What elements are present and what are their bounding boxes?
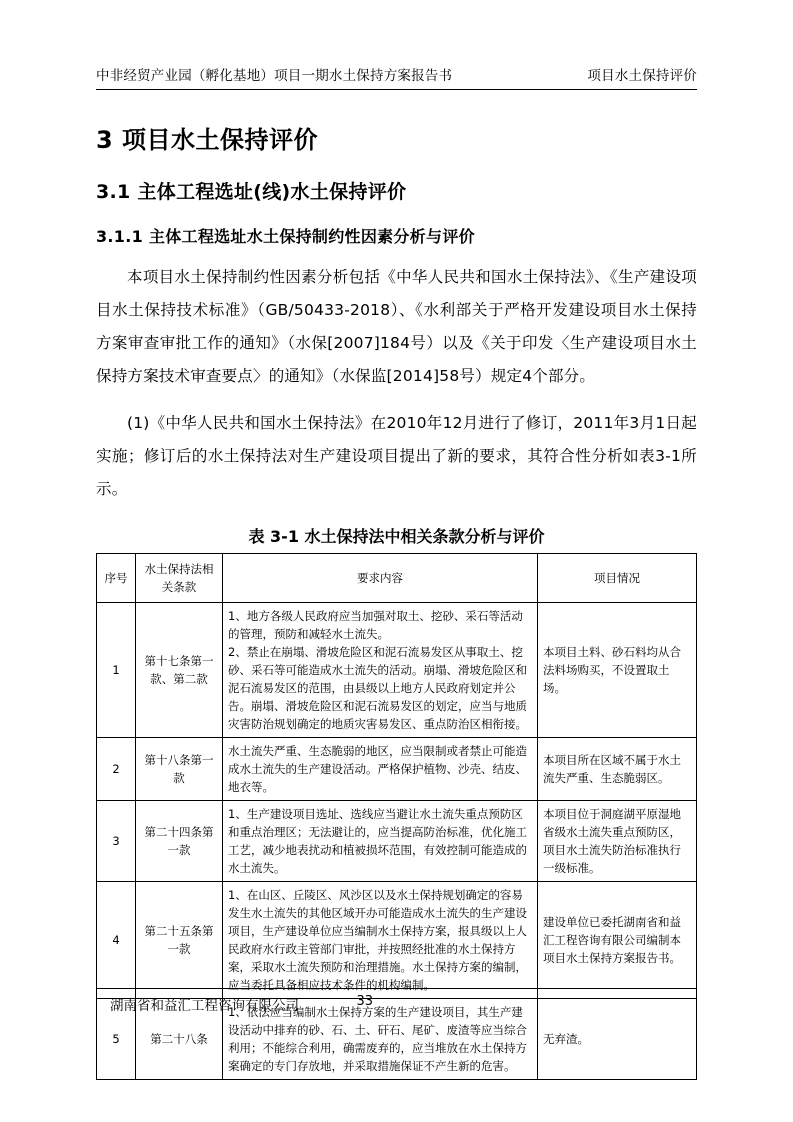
- page-header: [96, 64, 697, 89]
- requirement-line: 1、在山区、丘陵区、风沙区以及水土保持规划确定的容易发生水土流失的其他区域开办可能造成水土流失的生产建设项目，生产建设单位应当编制水土保持方案，报具级以上人民政府水行政主管部门审批，并按照经批准的水土保持方案，采取水土流失预防和治理措施。水土保持方案的编制，应当委托具备相应技术条件的机构编制。: [228, 888, 527, 992]
- requirement-line: 1、依法应当编制水土保持方案的生产建设项目，其生产建设活动中排弃的砂、石、土、矸石、尾矿、废渣等应当综合利用；不能综合利用，确需废弃的，应当堆放在水土保持方案确定的专门存放地，并采取措施保证不产生新的危害。: [228, 1005, 527, 1073]
- cell-situation: 本项目位于洞庭湖平原湿地省级水土流失重点预防区，项目水土流失防治标准执行一级标准。: [538, 801, 697, 882]
- column-header-num: 序号: [97, 554, 136, 603]
- cell-situation: 无弃渣。: [538, 999, 697, 1080]
- cell-num: 2: [97, 738, 136, 801]
- cell-num: 4: [97, 882, 136, 999]
- cell-law: 第十八条第一款: [136, 738, 223, 801]
- page-content: [96, 64, 697, 1080]
- column-header-law: 水土保持法相关条款: [136, 554, 223, 603]
- cell-situation: 本项目所在区域不属于水土流失严重、生态脆弱区。: [538, 738, 697, 801]
- column-header-situation: 项目情况: [538, 554, 697, 603]
- section-heading-3: 3.1.1 主体工程选址水土保持制约性因素分析与评价: [96, 227, 475, 246]
- cell-num: 3: [97, 801, 136, 882]
- table-row: [97, 882, 697, 999]
- table-header-row: [97, 554, 697, 603]
- header-title-right: 项目水土保持评价: [587, 68, 697, 84]
- paragraph-1: 本项目水土保持制约性因素分析包括《中华人民共和国水土保持法》、《生产建设项目水土保持技术标准》（GB/50433-2018）、《水利部关于严格开发建设项目水土保持方案审查审批工作的通知》（水保[2007]184号）以及《关于印发〈生产建设项目水土保持方案技术审查要点〉的通知》（水保监[2014]58号）规定4个部分。: [96, 268, 697, 385]
- requirement-line: 1、地方各级人民政府应当加强对取土、挖砂、采石等活动的管理，预防和减轻水土流失。: [228, 609, 523, 641]
- cell-requirement: [223, 738, 538, 801]
- cell-requirement: [223, 801, 538, 882]
- section-heading-2: 3.1 主体工程选址(线)水土保持评价: [96, 181, 407, 203]
- requirement-line: 2、禁止在崩塌、滑坡危险区和泥石流易发区从事取土、挖砂、采石等可能造成水土流失的活动。崩塌、滑坡危险区和泥石流易发区的范围，由县级以上地方人民政府划定并公告。崩塌、滑坡危险区和泥石流易发区的划定，应当与地质灾害防治规划确定的地质灾害易发区、重点防治区相衔接。: [228, 645, 527, 731]
- table-caption: 表 3-1 水土保持法中相关条款分析与评价: [248, 527, 545, 546]
- header-title-left: 中非经贸产业园（孵化基地）项目一期水土保持方案报告书: [96, 68, 453, 84]
- cell-situation: 本项目土料、砂石料均从合法料场购买，不设置取土场。: [538, 603, 697, 738]
- section-heading-1: 3 项目水土保持评价: [96, 126, 319, 154]
- footer-divider: [96, 988, 697, 989]
- cell-law: 第十七条第一款、第二款: [136, 603, 223, 738]
- paragraph-2: (1)《中华人民共和国水土保持法》在2010年12月进行了修订，2011年3月1日起实施；修订后的水土保持法对生产建设项目提出了新的要求，其符合性分析如表3-1所示。: [96, 414, 697, 498]
- table-row: [97, 801, 697, 882]
- requirement-line: 水土流失严重、生态脆弱的地区，应当限制或者禁止可能造成水土流失的生产建设活动。严格保护植物、沙壳、结皮、地衣等。: [228, 744, 527, 794]
- table-header: [97, 554, 697, 603]
- column-header-requirement: 要求内容: [223, 554, 538, 603]
- cell-requirement: [223, 603, 538, 738]
- cell-law: 第二十五条第一款: [136, 882, 223, 999]
- cell-num: 1: [97, 603, 136, 738]
- cell-law: 第二十四条第一款: [136, 801, 223, 882]
- header-divider: [96, 89, 697, 90]
- requirement-line: 1、生产建设项目选址、选线应当避让水土流失重点预防区和重点治理区；无法避让的，应当提高防治标准，优化施工工艺，减少地表扰动和植被损坏范围，有效控制可能造成的水土流失。: [228, 807, 527, 875]
- table-row: [97, 603, 697, 738]
- footer-row: [96, 994, 697, 1014]
- footer-company: 湖南省和益汇工程咨询有限公司: [110, 998, 299, 1014]
- cell-situation: 建设单位已委托湖南省和益汇工程咨询有限公司编制本项目水土保持方案报告书。: [538, 882, 697, 999]
- page-footer: [96, 988, 697, 1014]
- cell-num: 5: [97, 999, 136, 1080]
- table-row: [97, 738, 697, 801]
- cell-requirement: [223, 882, 538, 999]
- page-number: 33: [356, 994, 374, 1009]
- cell-law: 第二十八条: [136, 999, 223, 1080]
